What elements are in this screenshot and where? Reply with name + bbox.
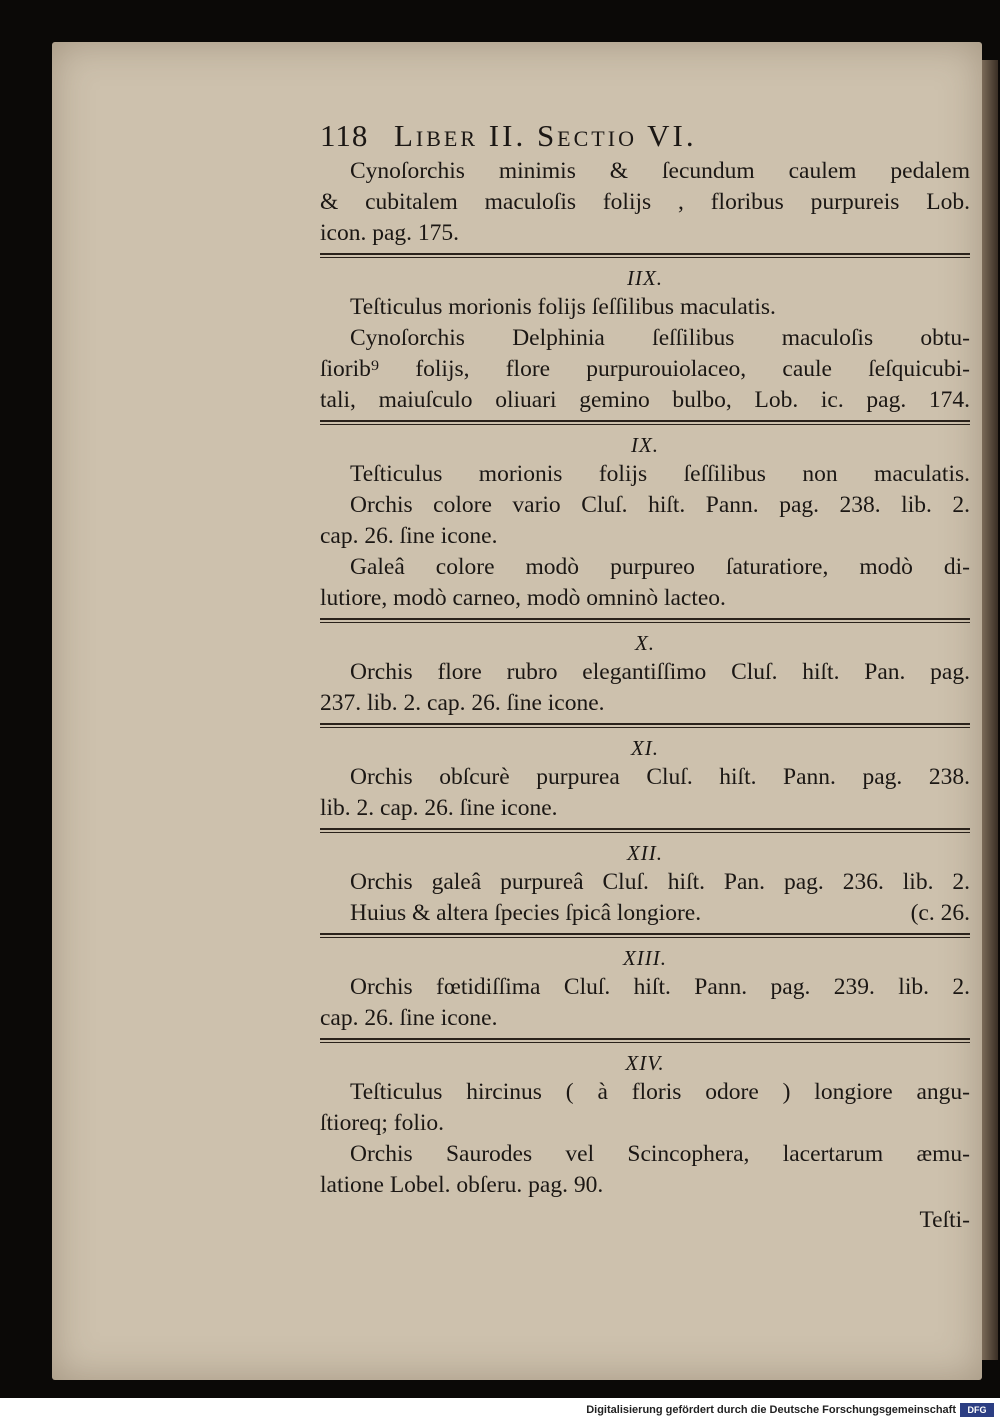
divider-rule [320,1038,970,1043]
footer-credit: Digitalisierung gefördert durch die Deutsche Forschungsgemeinschaft [586,1404,956,1416]
divider-rule [320,253,970,258]
entry-line: Orchis fœtidiſſima Cluſ. hiſt. Pann. pag. 239. lib. 2. [350,974,970,1000]
entry-line: Galeâ colore modò purpureo ſaturatiore, modò di- [350,554,970,580]
divider-rule [320,618,970,623]
entry-number: IX. [630,433,660,457]
entry-number: XIV. [625,1051,665,1075]
entry-line: lib. 2. cap. 26. ſine icone. [320,795,558,821]
entry-line: cap. 26. ſine icone. [320,523,498,549]
dfg-logo: DFG [960,1403,994,1417]
entry-number: XIII. [622,946,668,970]
entry-7 [320,944,970,1034]
entry-line: Orchis obſcurè purpurea Cluſ. hiſt. Pann. pag. 238. [350,764,970,790]
entry-line: Teſticulus morionis folijs ſeſſilibus maculatis. [350,294,776,320]
page-edge [982,60,998,1360]
entry-line: Cynoſorchis Delphinia ſeſſilibus maculoſis obtu- [350,325,970,351]
running-title: Liber II. Sectio VI. [394,118,697,153]
entry-line: Teſticulus hircinus ( à floris odore ) longiore angu- [350,1079,970,1105]
running-header [320,118,970,156]
divider-rule [320,420,970,425]
entry-8 [320,1049,970,1201]
entry-line: ſiorib⁹ folijs, flore purpurouiolaceo, caule ſeſquicubi- [320,356,970,382]
entry-line: 237. lib. 2. cap. 26. ſine icone. [320,690,605,716]
entry-line: & cubitalem maculoſis folijs , floribus purpureis Lob. [320,189,970,215]
page-text [320,118,970,1236]
entry-line: Orchis flore rubro elegantiſſimo Cluſ. hiſt. Pan. pag. [350,659,970,685]
entry-line: Cynoſorchis minimis & ſecundum caulem pedalem [350,158,970,184]
entry-line: ſtioreq; folio. [320,1110,445,1136]
side-note: (c. 26. [910,900,970,926]
entry-number: XII. [626,841,664,865]
entry-line: Teſticulus morionis folijs ſeſſilibus non maculatis. [350,461,970,487]
entry-5 [320,734,970,824]
entry-3 [320,431,970,614]
entry-6 [320,839,970,929]
footer-bar [0,1398,1000,1423]
divider-rule [320,723,970,728]
entry-line: tali, maiuſculo oliuari gemino bulbo, Lob. ic. pag. 174. [320,387,970,413]
divider-rule [320,828,970,833]
entry-1 [320,156,970,249]
entry-text: Huius & altera ſpecies ſpicâ longiore. [350,900,702,926]
page-number: 118 [320,118,369,153]
entry-number: XI. [630,736,660,760]
entry-2 [320,264,970,416]
entry-line [320,898,970,929]
entry-line: Orchis Saurodes vel Scincophera, lacertarum æmu- [350,1141,970,1167]
entry-line: Orchis galeâ purpureâ Cluſ. hiſt. Pan. pag. 236. lib. 2. [350,869,970,895]
entry-4 [320,629,970,719]
divider-rule [320,933,970,938]
entry-line: icon. pag. 175. [320,220,460,246]
catchword: Teſti- [919,1207,970,1233]
entry-number: IIX. [626,266,664,290]
entry-line: Orchis colore vario Cluſ. hiſt. Pann. pag. 238. lib. 2. [350,492,970,518]
entry-line: cap. 26. ſine icone. [320,1005,498,1031]
entry-line: lutiore, modò carneo, modò omninò lacteo. [320,585,726,611]
entry-number: X. [634,631,656,655]
entry-line: latione Lobel. obſeru. pag. 90. [320,1172,604,1198]
